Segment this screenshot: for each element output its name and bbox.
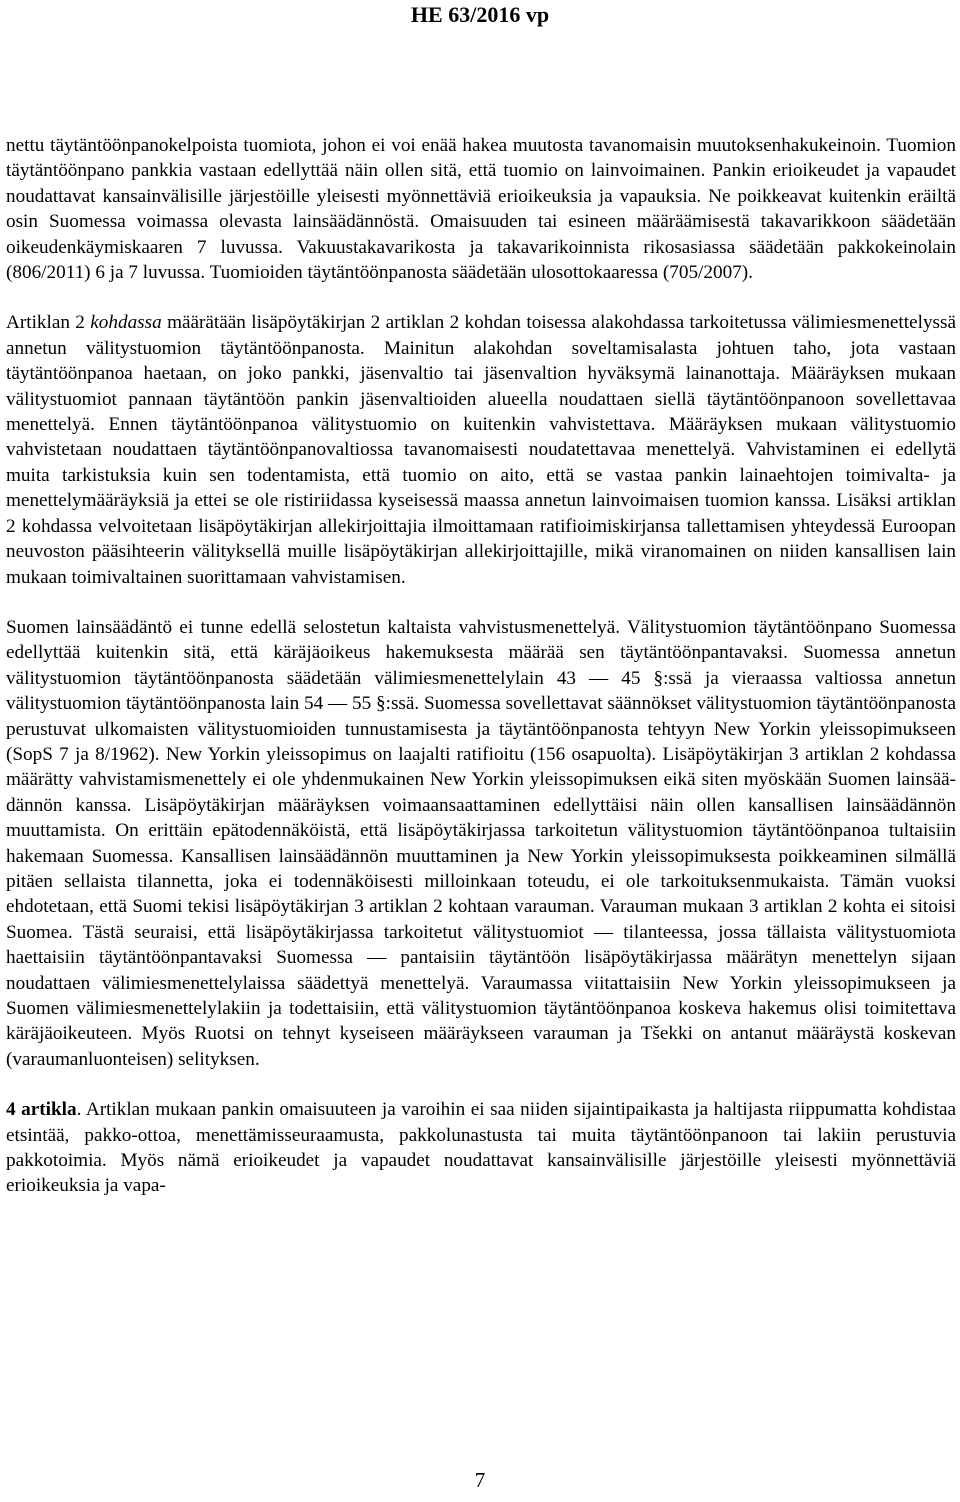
paragraph-4-rest: . Artiklan mukaan pankin omaisuuteen ja varoihin ei saa niiden sijaintipaikasta ja haltijasta riippumatta kohdistaa etsintää, pakko-ottoa, menettämisseuraamusta, pakkolunastusta tai muita täytäntöönpanoon tai lakiin perustuvia pakkotoimia. Myös nämä erioikeudet ja vapaudet noudattavat kansainvälisille järjestöille yleisesti myönnettäviä erioikeuksia ja vapa-: [6, 1099, 956, 1197]
paragraph-3: Suomen lainsäädäntö ei tunne edellä selostetun kaltaista vahvistusmenettelyä. Välitystuomion täytäntöönpano Suomessa edellyttää kuitenkin sitä, että käräjäoikeus hakemuksesta määrää sen täytäntöönpantavaksi. Suomessa annetun välitystuomion täytäntöönpanosta säädetään välimiesmenettelylain 43 — 45 §:ssä ja vieraassa valtiossa annetun välitystuomion täytäntöönpanosta lain 54 — 55 §:ssä. Suomessa sovellettavat säännökset välitystuomion täytäntöönpanosta perustuvat ulkomaisten välitystuomioiden tunnustamisesta ja täytäntöönpanosta tehtyyn New Yorkin yleissopimukseen (SopS 7 ja 8/1962). New Yorkin yleissopimus on laajalti ratifioitu (156 osapuolta). Lisäpöytäkirjan 3 artiklan 2 kohdassa määrätty vahvistamismenettely ei ole yhdenmukainen New Yorkin yleissopimuksen eikä siten myöskään Suomen lainsäädännön kanssa. Lisäpöytäkirjan määräyksen voimaansaattaminen edellyttäisi näin ollen kansallisen lainsäädännön muuttamista. On erittäin epätodennäköistä, että lisäpöytäkirjassa tarkoitetun välitystuomion täytäntöönpanoa tultaisiin hakemaan Suomessa. Kansallisen lainsäädännön muuttaminen ja New Yorkin yleissopimuksesta poikkeaminen silmällä pitäen sellaista tilannetta, joka ei todennäköisesti milloinkaan toteudu, ei ole tarkoituksenmukaista. Tämän vuoksi ehdotetaan, että Suomi tekisi lisäpöytäkirjan 3 artiklan 2 kohtaan varauman. Varauman mukaan 3 artiklan 2 kohta ei sitoisi Suomea. Tästä seuraisi, että lisäpöytäkirjassa tarkoitetut välitystuomiot — tilanteessa, jossa tällaista välitystuomiota haettaisiin täytäntöönpantavaksi Suomessa — pantaisiin täytäntöön lisäpöytäkirjassa määrätyn menettelyn sijaan noudattaen välimiesmenettelylaissa säädettyä menettelyä. Varaumassa viitattaisiin New Yorkin yleissopimukseen ja Suomen välimiesmenettelylakiin ja todettaisiin, että välitystuomion täytäntöönpanoa koskeva hakemus olisi toimitettava käräjäoikeuteen. Myös Ruotsi on tehnyt kyseiseen määräykseen varauman ja Tšekki on antanut määräystä koskevan (varaumanluonteisen) selityksen.: [6, 616, 956, 1070]
paragraph-2-start: Artiklan 2: [6, 312, 91, 334]
paragraph-2-italic-term: kohdassa: [90, 312, 162, 334]
article-4-heading: 4 artikla: [6, 1099, 77, 1121]
page-number: 7: [474, 1468, 486, 1492]
paragraph-2-rest: määrätään lisäpöytäkirjan 2 artiklan 2 kohdan toisessa alakohdassa tarkoitetussa välimiesmenettelyssä annetun välitystuomion täytäntöönpanosta. Mainitun alakohdan soveltamisalasta johtuen taho, jota vastaan täytäntöönpanoa haetaan, on joko pankki, jäsenvaltio tai jäsenvaltion hyväksymä lainanottaja. Määräyksen mukaan välitystuomiot pannaan täytäntöön pankin jäsenvaltioiden alueella noudattaen siellä täytäntöönpanoon sovellettavaa menettelyä. Ennen täytäntöönpanoa välitystuomio on kuitenkin vahvistettava. Määräyksen mukaan välitystuomio vahvistetaan noudattaen täytäntöönpanovaltiossa tavanomaisesti noudatettavaa menettelyä. Vahvistaminen ei edellytä muita tarkistuksia kuin sen todentamista, että tuomio on aito, että se vastaa pankin lainaehtojen toimivalta- ja menettelymääräyksiä ja ettei se ole ristiriidassa kyseisessä maassa annetun lainvoimaisen tuomion kanssa. Lisäksi artiklan 2 kohdassa velvoitetaan lisäpöytäkirjan allekirjoittajia ilmoittamaan ratifioimiskirjansa tallettamisen yhteydessä Euroopan neuvoston pääsihteerin välityksellä muille lisäpöytäkirjan allekirjoittajille, mikä viranomainen on niiden kansallisen lain mukaan toimivaltainen suorittamaan vahvistamisen.: [6, 312, 956, 588]
body-text: [6, 133, 956, 1224]
paragraph-1: nettu täytäntöönpanokelpoista tuomiota, johon ei voi enää hakea muutosta tavanomaisin muutoksenhakukeinoin. Tuomion täytäntöönpano pankkia vastaan edellyttää näin ollen sitä, että tuomio on lainvoimainen. Pankin erioikeudet ja vapaudet noudattavat kansainvälisille järjestöille yleisesti myönnettäviä erioikeuksia ja vapauksia. Ne poikkeavat kuitenkin eräiltä osin Suomessa voimassa olevasta lainsäädännöstä. Omaisuuden tai esineen määräämisestä takavarikkoon säädetään oikeudenkäymiskaaren 7 luvussa. Vakuustakavarikosta ja takavarikoinnista rikosasiassa säädetään pakkokeinolain (806/2011) 6 ja 7 luvussa. Tuomioiden täytäntöönpanosta säädetään ulosottokaaressa (705/2007).: [6, 135, 956, 284]
paragraph-2: [6, 310, 956, 589]
document-header: HE 63/2016 vp: [410, 2, 550, 27]
paragraph-4: [6, 1097, 956, 1199]
